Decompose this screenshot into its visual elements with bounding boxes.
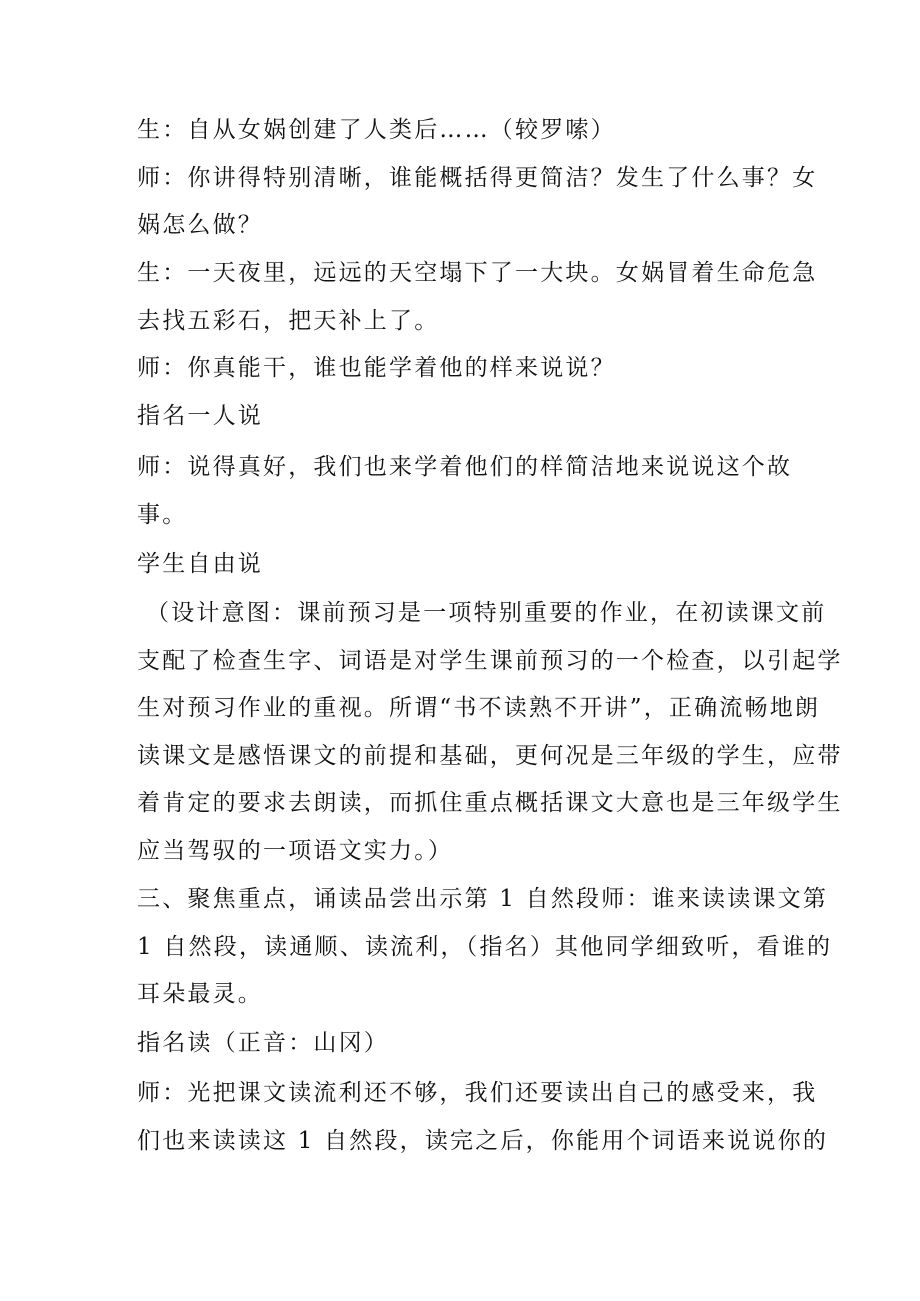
text-line: 师：你真能干，谁也能学着他的样来说说？ [137, 355, 616, 381]
text-line: 耳朵最灵。 [137, 981, 263, 1007]
text-line: 师：你讲得特别清晰，谁能概括得更简洁？发生了什么事？女 [137, 165, 818, 191]
text-line: 指名读（正音：山冈） [137, 1030, 389, 1056]
text-line: 应当驾驭的一项语文实力。） [137, 838, 454, 864]
text-line: 学生自由说 [137, 551, 263, 577]
text-line: 师：光把课文读流利还不够，我们还要读出自己的感受来，我 [137, 1080, 818, 1106]
text-line: 着肯定的要求去朗读，而抓住重点概括课文大意也是三年级学生 [137, 790, 843, 816]
text-line: 事。 [137, 502, 188, 528]
text-line: 去找五彩石，把天补上了。 [137, 308, 440, 334]
text-line: 1 自然段，读通顺、读流利，（指名）其他同学细致听，看谁的 [137, 934, 833, 960]
text-line: 生对预习作业的重视。所谓“书不读熟不开讲”，正确流畅地朗 [137, 695, 821, 721]
text-line: 生：一天夜里，远远的天空塌下了一大块。女娲冒着生命危急 [137, 260, 818, 286]
text-line: 娲怎么做？ [137, 212, 263, 238]
text-line: 读课文是感悟课文的前提和基础，更何况是三年级的学生，应带 [137, 743, 843, 769]
text-line: 生：自从女娲创建了人类后……（较罗嗦） [137, 117, 616, 143]
text-line: 指名一人说 [137, 403, 263, 429]
text-line: （设计意图：课前预习是一项特别重要的作业，在初读课文前 [146, 600, 827, 626]
text-line: 三、聚焦重点，诵读品尝出示第 1 自然段师：谁来读读课文第 [137, 886, 829, 912]
text-line: 们也来读读这 1 自然段，读完之后，你能用个词语来说说你的 [137, 1128, 829, 1154]
text-line: 支配了检查生字、词语是对学生课前预习的一个检查，以引起学 [137, 648, 843, 674]
text-line: 师：说得真好，我们也来学着他们的样简洁地来说说这个故 [137, 454, 793, 480]
